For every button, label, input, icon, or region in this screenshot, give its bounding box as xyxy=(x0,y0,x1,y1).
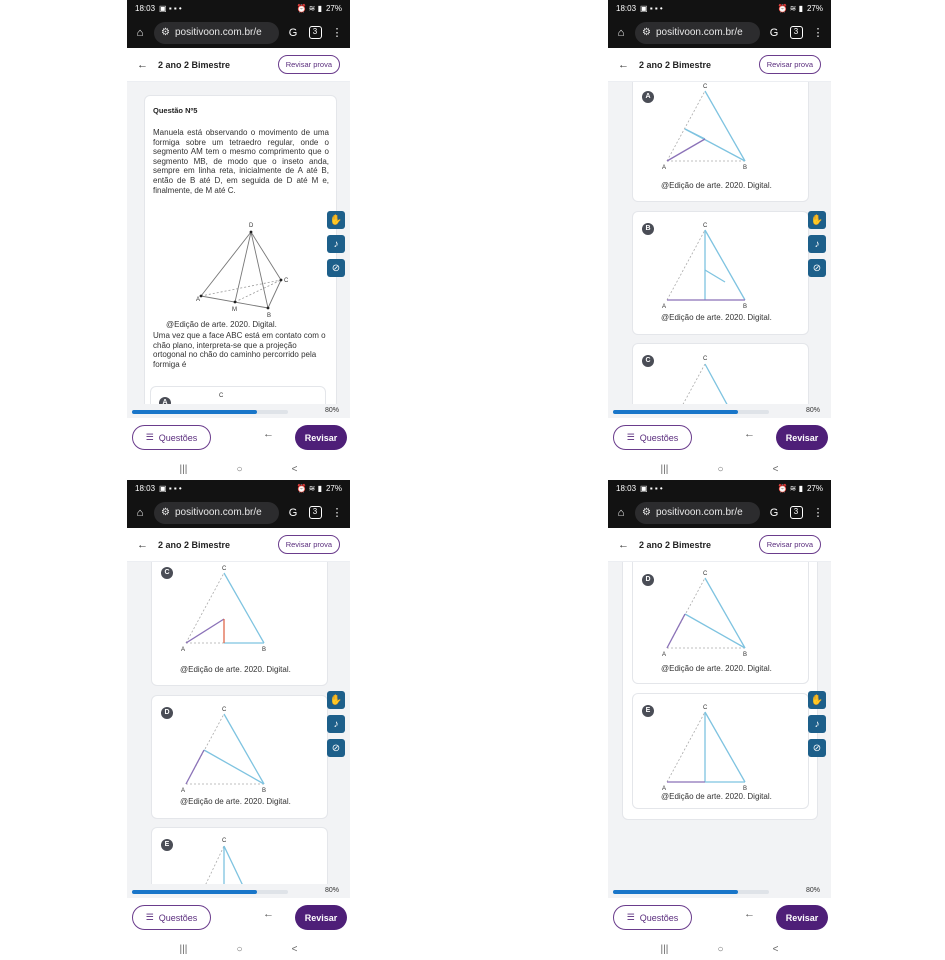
svg-text:A: A xyxy=(662,652,667,658)
option-card-E[interactable] xyxy=(151,827,328,884)
page-title: 2 ano 2 Bimestre xyxy=(639,59,712,70)
status-time: 18:03 xyxy=(135,484,156,493)
sign-language-button[interactable]: ✋ xyxy=(327,691,345,709)
browser-toolbar xyxy=(127,17,350,48)
battery-level: 27% xyxy=(806,4,823,13)
status-time: 18:03 xyxy=(135,4,156,13)
phone-screen-3 xyxy=(127,480,350,960)
app-header xyxy=(608,528,831,562)
question-content[interactable] xyxy=(608,562,831,884)
list-icon: ☰ xyxy=(145,912,154,922)
svg-text:B: B xyxy=(262,647,267,653)
edge-MC xyxy=(235,280,281,302)
home-button-icon[interactable]: ○ xyxy=(717,943,724,955)
signal-icons: ⏰ ≋ ▮ xyxy=(777,484,803,493)
svg-text:B: B xyxy=(743,165,748,171)
figure-caption: @Edição de arte. 2020. Digital. xyxy=(166,320,277,329)
svg-text:B: B xyxy=(743,786,748,792)
tabs-button[interactable]: 3 xyxy=(307,25,323,41)
hide-button[interactable]: ⊘ xyxy=(327,259,345,277)
svg-text:B: B xyxy=(262,788,267,794)
svg-text:A: A xyxy=(662,304,667,310)
site-settings-icon[interactable]: ⚙ xyxy=(161,507,170,518)
status-time: 18:03 xyxy=(616,484,637,493)
site-settings-icon[interactable]: ⚙ xyxy=(642,507,651,518)
home-icon[interactable]: ⌂ xyxy=(617,26,625,39)
option-caption-D: @Edição de arte. 2020. Digital. xyxy=(661,664,772,673)
progress-bar xyxy=(613,890,769,894)
hide-button[interactable]: ⊘ xyxy=(327,739,345,757)
tetrahedron-figure xyxy=(195,218,305,319)
translate-icon[interactable]: G xyxy=(769,506,779,519)
page-title: 2 ano 2 Bimestre xyxy=(158,539,231,550)
home-button-icon[interactable]: ○ xyxy=(236,943,243,955)
site-settings-icon[interactable]: ⚙ xyxy=(161,27,170,38)
notification-icons: ▣ ▪ ▪ • xyxy=(640,4,663,13)
option-figure-C xyxy=(180,562,270,651)
android-nav-bar xyxy=(608,458,831,480)
back-nav-icon[interactable]: < xyxy=(291,943,298,955)
svg-text:C: C xyxy=(222,838,227,844)
footer-bar xyxy=(608,418,831,458)
previous-arrow-button[interactable]: ← xyxy=(263,428,274,440)
option-card-C[interactable] xyxy=(632,343,809,404)
sign-language-button[interactable]: ✋ xyxy=(808,211,826,229)
notification-icons: ▣ ▪ ▪ • xyxy=(159,4,182,13)
status-bar xyxy=(608,0,831,17)
tabs-button[interactable]: 3 xyxy=(307,505,323,521)
option-caption-B: @Edição de arte. 2020. Digital. xyxy=(661,313,772,322)
audio-button[interactable]: ♪ xyxy=(327,235,345,253)
back-nav-icon[interactable]: < xyxy=(772,463,779,475)
progress-bar xyxy=(132,410,288,414)
progress-fill xyxy=(132,410,257,414)
footer-bar xyxy=(127,898,350,938)
home-icon[interactable]: ⌂ xyxy=(136,26,144,39)
app-header xyxy=(127,48,350,82)
option-caption-D: @Edição de arte. 2020. Digital. xyxy=(180,797,291,806)
tabs-button[interactable]: 3 xyxy=(788,25,804,41)
review-exam-button[interactable]: Revisar prova xyxy=(759,535,821,554)
review-button[interactable]: Revisar xyxy=(295,905,347,930)
hide-button[interactable]: ⊘ xyxy=(808,259,826,277)
svg-text:A: A xyxy=(181,788,186,794)
menu-icon[interactable]: ⋮ xyxy=(812,27,824,39)
option-caption-A: @Edição de arte. 2020. Digital. xyxy=(661,181,772,190)
footer-bar xyxy=(608,898,831,938)
svg-text:C: C xyxy=(222,566,227,572)
svg-text:A: A xyxy=(662,786,667,792)
signal-icons: ⏰ ≋ ▮ xyxy=(296,4,322,13)
option-card-D[interactable] xyxy=(151,695,328,819)
android-nav-bar xyxy=(127,458,350,480)
question-title: Questão Nº5 xyxy=(153,106,198,115)
svg-text:B: B xyxy=(743,304,748,310)
edge-DB xyxy=(251,232,268,308)
translate-icon[interactable]: G xyxy=(769,26,779,39)
phone-screen-1 xyxy=(127,0,350,480)
question-content[interactable] xyxy=(127,82,350,404)
list-icon: ☰ xyxy=(145,432,154,442)
edge-DC xyxy=(251,232,281,280)
edge-BC xyxy=(268,280,281,308)
signal-icons: ⏰ ≋ ▮ xyxy=(296,484,322,493)
question-card xyxy=(144,95,337,404)
home-button-icon[interactable]: ○ xyxy=(717,463,724,475)
battery-level: 27% xyxy=(325,4,342,13)
option-card-A[interactable] xyxy=(632,82,809,202)
option-figure-E xyxy=(661,700,751,790)
menu-icon[interactable]: ⋮ xyxy=(812,507,824,519)
option-card-A[interactable] xyxy=(150,386,326,404)
label-B: B xyxy=(267,313,272,319)
app-header xyxy=(127,528,350,562)
site-settings-icon[interactable]: ⚙ xyxy=(642,27,651,38)
browser-toolbar xyxy=(608,497,831,528)
browser-toolbar xyxy=(608,17,831,48)
svg-text:A: A xyxy=(662,165,667,171)
url-field[interactable] xyxy=(154,22,279,44)
question-text-continued: Uma vez que a face ABC está em contato com o chão plano, interpreta-se que a projeção ortogonal no chão do caminho percorrido pela formiga é xyxy=(153,331,326,369)
phone-screen-2 xyxy=(608,0,831,480)
recent-apps-icon[interactable]: ||| xyxy=(179,463,188,475)
url-text: positivoon.com.br/e xyxy=(655,507,743,518)
page-title: 2 ano 2 Bimestre xyxy=(158,59,231,70)
questions-button[interactable]: ☰ Questões xyxy=(613,905,692,930)
battery-level: 27% xyxy=(806,484,823,493)
url-text: positivoon.com.br/e xyxy=(655,27,743,38)
option-figure-E-partial xyxy=(180,832,270,884)
edge-AC xyxy=(201,280,281,296)
review-exam-button[interactable]: Revisar prova xyxy=(278,535,340,554)
progress-bar xyxy=(132,890,288,894)
svg-text:C: C xyxy=(703,223,708,229)
progress-label: 80% xyxy=(806,407,821,414)
list-icon: ☰ xyxy=(626,912,635,922)
list-icon: ☰ xyxy=(626,432,635,442)
status-bar xyxy=(127,480,350,497)
review-button[interactable]: Revisar xyxy=(295,425,347,450)
previous-arrow-button[interactable]: ← xyxy=(744,428,755,440)
option-caption-E: @Edição de arte. 2020. Digital. xyxy=(661,792,772,801)
option-badge-D: D xyxy=(642,574,654,586)
phone-screen-4 xyxy=(608,480,831,960)
footer-bar xyxy=(127,418,350,458)
home-icon[interactable]: ⌂ xyxy=(136,506,144,519)
android-nav-bar xyxy=(608,938,831,960)
option-card-E[interactable] xyxy=(632,693,809,809)
signal-icons: ⏰ ≋ ▮ xyxy=(777,4,803,13)
option-card-D[interactable] xyxy=(632,562,809,684)
option-badge-D: D xyxy=(161,707,173,719)
hide-button[interactable]: ⊘ xyxy=(808,739,826,757)
back-arrow-icon[interactable]: ← xyxy=(137,538,148,551)
questions-button[interactable]: ☰ Questões xyxy=(132,425,211,450)
progress-label: 80% xyxy=(325,407,340,414)
battery-level: 27% xyxy=(325,484,342,493)
svg-text:C: C xyxy=(222,707,227,713)
option-figure-D xyxy=(180,702,270,792)
questions-button[interactable]: ☰ Questões xyxy=(132,905,211,930)
option-badge-E: E xyxy=(642,705,654,717)
option-caption-C: @Edição de arte. 2020. Digital. xyxy=(180,665,291,674)
url-field[interactable] xyxy=(154,502,279,524)
status-bar xyxy=(127,0,350,17)
review-button[interactable]: Revisar xyxy=(776,425,828,450)
options-container xyxy=(622,562,818,820)
option-figure-A-partial xyxy=(211,387,231,404)
home-icon[interactable]: ⌂ xyxy=(617,506,625,519)
browser-toolbar xyxy=(127,497,350,528)
status-bar xyxy=(608,480,831,497)
option-badge-B: B xyxy=(642,223,654,235)
svg-text:B: B xyxy=(743,652,748,658)
app-header xyxy=(608,48,831,82)
option-badge-A: A xyxy=(159,397,171,404)
questions-button[interactable]: ☰ Questões xyxy=(613,425,692,450)
option-card-C[interactable] xyxy=(151,562,328,686)
progress-label: 80% xyxy=(806,887,821,894)
back-nav-icon[interactable]: < xyxy=(772,943,779,955)
svg-text:C: C xyxy=(703,84,708,90)
audio-button[interactable]: ♪ xyxy=(327,715,345,733)
audio-button[interactable]: ♪ xyxy=(808,715,826,733)
svg-text:C: C xyxy=(703,705,708,711)
notification-icons: ▣ ▪ ▪ • xyxy=(640,484,663,493)
back-arrow-icon[interactable]: ← xyxy=(618,58,629,71)
progress-fill xyxy=(613,890,738,894)
back-arrow-icon[interactable]: ← xyxy=(137,58,148,71)
svg-text:C: C xyxy=(219,393,224,399)
recent-apps-icon[interactable]: ||| xyxy=(660,943,669,955)
recent-apps-icon[interactable]: ||| xyxy=(179,943,188,955)
home-button-icon[interactable]: ○ xyxy=(236,463,243,475)
label-C: C xyxy=(284,278,289,284)
option-badge-E: E xyxy=(161,839,173,851)
svg-text:C: C xyxy=(703,571,708,577)
label-M: M xyxy=(232,307,237,313)
option-figure-D xyxy=(661,566,751,656)
menu-icon[interactable]: ⋮ xyxy=(331,27,343,39)
question-content[interactable] xyxy=(127,562,350,884)
option-figure-B xyxy=(661,218,751,308)
svg-text:A: A xyxy=(181,647,186,653)
audio-button[interactable]: ♪ xyxy=(808,235,826,253)
option-figure-C-partial xyxy=(661,350,751,404)
sign-language-button[interactable]: ✋ xyxy=(808,691,826,709)
option-card-B[interactable] xyxy=(632,211,809,335)
progress-fill xyxy=(132,890,257,894)
question-text: Manuela está observando o movimento de uma formiga sobre um tetraedro regular, onde o segmento AM tem o mesmo comprimento que o segmento MB, de modo que o inseto anda, sempre em linha reta, inicialmente de A até B, então de B até D, em seguida de D até M e, finalmente, de M até C. xyxy=(153,128,329,195)
previous-arrow-button[interactable]: ← xyxy=(744,908,755,920)
android-nav-bar xyxy=(127,938,350,960)
previous-arrow-button[interactable]: ← xyxy=(263,908,274,920)
back-nav-icon[interactable]: < xyxy=(291,463,298,475)
option-badge-C: C xyxy=(642,355,654,367)
svg-text:C: C xyxy=(703,356,708,362)
review-exam-button[interactable]: Revisar prova xyxy=(278,55,340,74)
back-arrow-icon[interactable]: ← xyxy=(618,538,629,551)
progress-bar xyxy=(613,410,769,414)
notification-icons: ▣ ▪ ▪ • xyxy=(159,484,182,493)
review-exam-button[interactable]: Revisar prova xyxy=(759,55,821,74)
menu-icon[interactable]: ⋮ xyxy=(331,507,343,519)
label-A: A xyxy=(196,297,201,303)
url-field[interactable] xyxy=(635,22,760,44)
progress-label: 80% xyxy=(325,887,340,894)
option-badge-A: A xyxy=(642,91,654,103)
page-title: 2 ano 2 Bimestre xyxy=(639,539,712,550)
tabs-button[interactable]: 3 xyxy=(788,505,804,521)
translate-icon[interactable]: G xyxy=(288,506,298,519)
url-field[interactable] xyxy=(635,502,760,524)
status-time: 18:03 xyxy=(616,4,637,13)
progress-fill xyxy=(613,410,738,414)
option-badge-C: C xyxy=(161,567,173,579)
sign-language-button[interactable]: ✋ xyxy=(327,211,345,229)
review-button[interactable]: Revisar xyxy=(776,905,828,930)
label-D: D xyxy=(249,223,254,229)
option-figure-A xyxy=(661,83,751,173)
url-text: positivoon.com.br/e xyxy=(174,27,262,38)
question-content[interactable] xyxy=(608,82,831,404)
url-text: positivoon.com.br/e xyxy=(174,507,262,518)
recent-apps-icon[interactable]: ||| xyxy=(660,463,669,475)
translate-icon[interactable]: G xyxy=(288,26,298,39)
